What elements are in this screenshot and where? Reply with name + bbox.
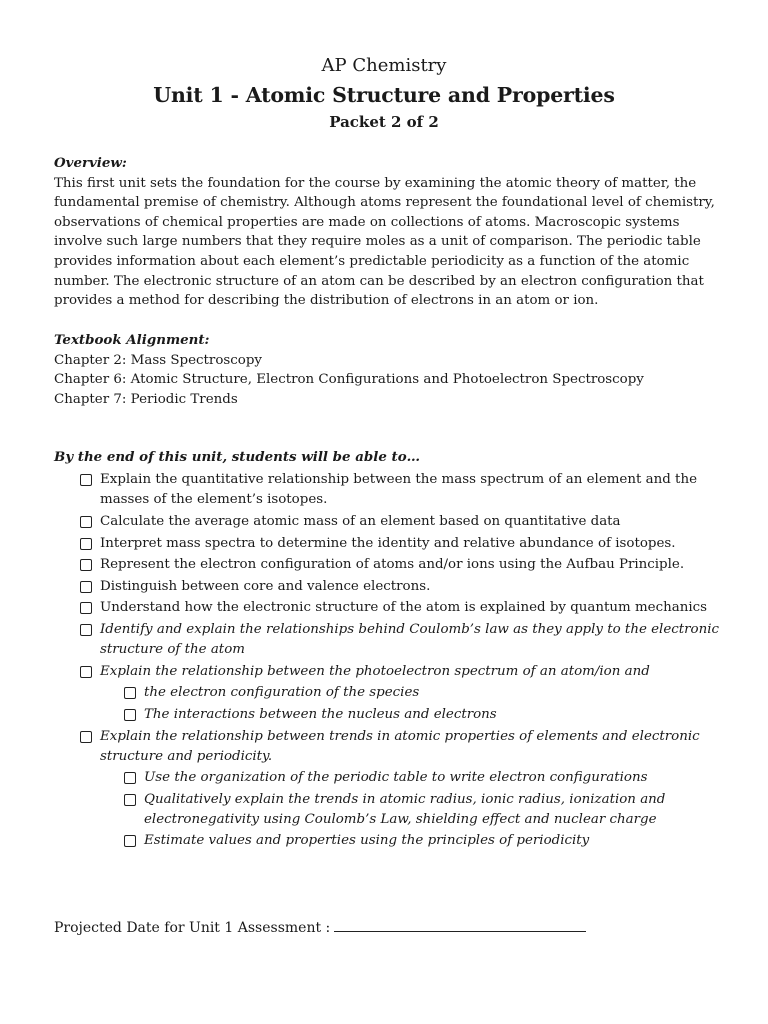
assessment-date-blank[interactable]	[334, 917, 586, 932]
overview-section	[54, 154, 726, 311]
objective-text: Understand how the electronic structure of the atom is explained by quantum mechanics	[100, 600, 707, 615]
course-name: AP Chemistry	[321, 55, 447, 76]
checkbox[interactable]	[124, 687, 136, 699]
objective-item	[80, 555, 720, 575]
objectives-heading: By the end of this unit, students will be able to…	[54, 449, 421, 465]
checkbox[interactable]	[80, 624, 92, 636]
checkbox[interactable]	[80, 731, 92, 743]
textbook-alignment-section	[54, 331, 726, 409]
objective-item	[80, 534, 720, 554]
objective-item	[80, 662, 720, 682]
checkbox[interactable]	[124, 835, 136, 847]
checkbox[interactable]	[124, 709, 136, 721]
objective-text: the electron configuration of the species	[144, 685, 420, 700]
checkbox[interactable]	[80, 516, 92, 528]
objective-item	[80, 620, 720, 659]
assessment-date-line	[54, 917, 586, 936]
objective-text: Represent the electron configuration of atoms and/or ions using the Aufbau Principle.	[100, 557, 685, 572]
checkbox[interactable]	[80, 602, 92, 614]
overview-heading: Overview:	[54, 155, 127, 171]
unit-title: Unit 1 - Atomic Structure and Properties	[153, 83, 615, 107]
objective-item	[80, 727, 720, 766]
checkbox[interactable]	[124, 794, 136, 806]
objective-text: Use the organization of the periodic table to write electron configurations	[144, 770, 648, 785]
objective-text: Estimate values and properties using the principles of periodicity	[144, 833, 590, 848]
sub-objective-item	[124, 768, 724, 788]
packet-label: Packet 2 of 2	[329, 113, 439, 131]
objective-text: Identify and explain the relationships behind Coulomb’s law as they apply to the electronic structure of the atom	[100, 622, 720, 657]
objective-text: The interactions between the nucleus and electrons	[144, 707, 497, 722]
objective-item	[80, 512, 720, 532]
sub-objective-item	[124, 831, 724, 851]
sub-objective-item	[124, 705, 724, 725]
overview-text: This first unit sets the foundation for the course by examining the atomic theory of matter, the fundamental premise of chemistry. Although atoms represent the foundational level of chemistry, observations of chemical properties are made on collections of atoms. Macroscopic systems involve such large numbers that they require moles as a unit of comparison. The periodic table provides information about each element’s predictable periodicity as a function of the atomic number. The electronic structure of an atom can be described by an electron configuration that provides a method for describing the distribution of electrons in an atom or ion.	[54, 175, 715, 309]
objective-item	[80, 577, 720, 597]
objective-text: Interpret mass spectra to determine the identity and relative abundance of isotopes.	[100, 536, 676, 551]
objective-text: Calculate the average atomic mass of an element based on quantitative data	[100, 514, 621, 529]
checkbox[interactable]	[124, 772, 136, 784]
objective-item	[80, 598, 720, 618]
sub-objective-item	[124, 683, 724, 703]
objective-item	[80, 470, 720, 509]
alignment-heading: Textbook Alignment:	[54, 332, 210, 348]
checkbox[interactable]	[80, 538, 92, 550]
objective-text: Qualitatively explain the trends in atomic radius, ionic radius, ionization and electronegativity using Coulomb’s Law, shielding effect and nuclear charge	[144, 792, 666, 827]
assessment-date-label: Projected Date for Unit 1 Assessment :	[54, 920, 331, 936]
checkbox[interactable]	[80, 666, 92, 678]
alignment-line: Chapter 7: Periodic Trends	[54, 391, 238, 407]
checkbox[interactable]	[80, 581, 92, 593]
objective-text: Explain the relationship between the photoelectron spectrum of an atom/ion and	[100, 664, 650, 679]
objective-text: Explain the relationship between trends in atomic properties of elements and electronic structure and periodicity.	[100, 729, 700, 764]
checkbox[interactable]	[80, 559, 92, 571]
alignment-line: Chapter 6: Atomic Structure, Electron Configurations and Photoelectron Spectroscopy	[54, 372, 644, 388]
objective-text: Distinguish between core and valence electrons.	[100, 579, 431, 594]
sub-objective-item	[124, 790, 724, 829]
alignment-line: Chapter 2: Mass Spectroscopy	[54, 352, 262, 368]
checkbox[interactable]	[80, 474, 92, 486]
objective-text: Explain the quantitative relationship between the mass spectrum of an element and the masses of the element’s isotopes.	[100, 472, 697, 507]
